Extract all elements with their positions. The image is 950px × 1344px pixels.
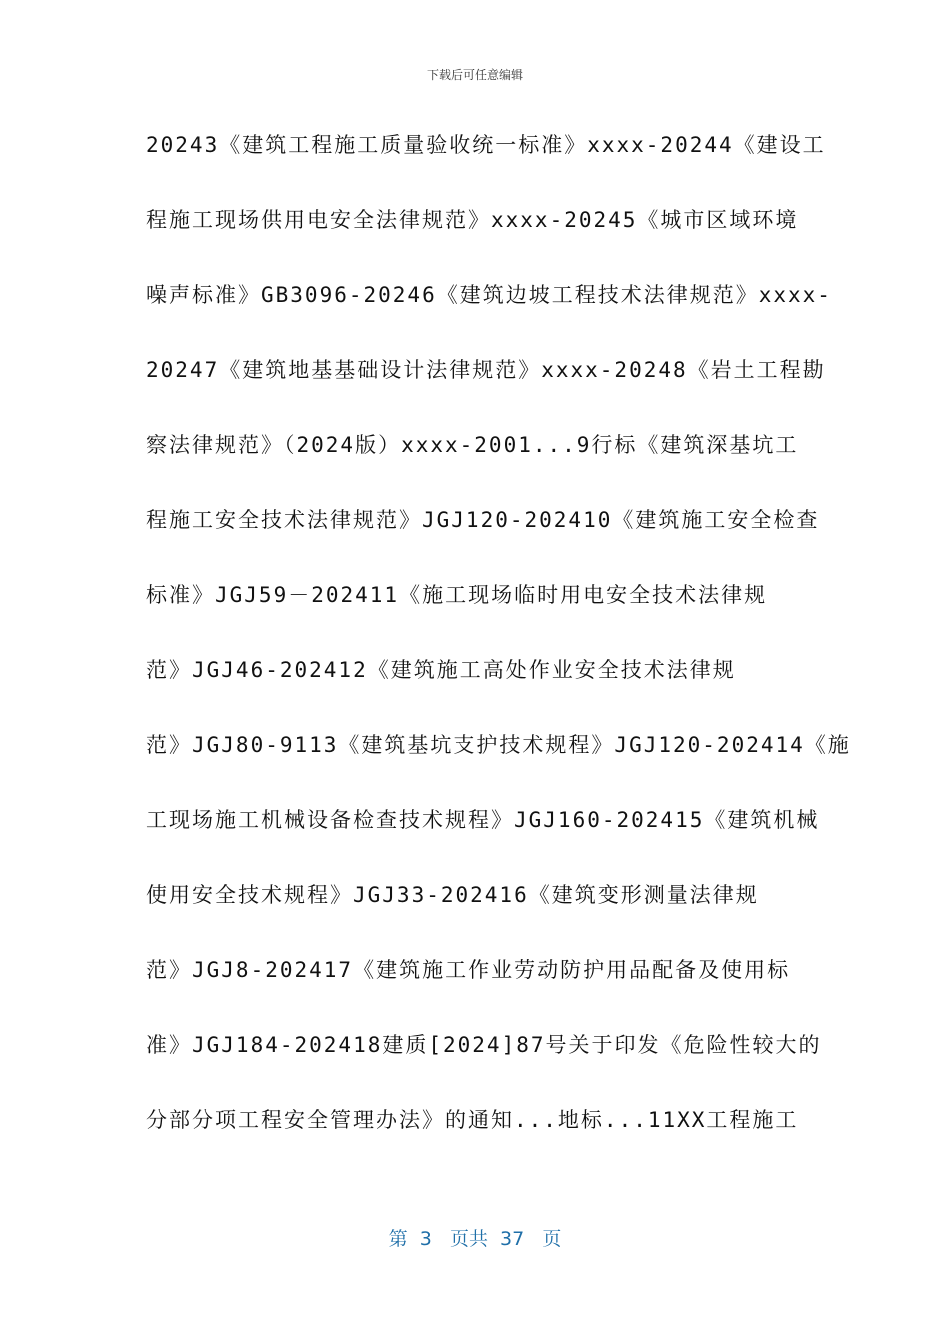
- text-line: 范》JGJ46-202412《建筑施工高处作业安全技术法律规: [146, 658, 736, 682]
- document-body: [146, 120, 851, 1170]
- text-line: 准》JGJ184-202418建质[2024]87号关于印发《危险性较大的: [146, 1033, 822, 1057]
- text-line: 20243《建筑工程施工质量验收统一标准》xxxx-20244《建设工: [146, 133, 826, 157]
- page-header-note: 下载后可任意编辑: [426, 68, 523, 82]
- text-line: 噪声标准》GB3096-20246《建筑边坡工程技术法律规范》xxxx-: [146, 283, 832, 307]
- text-line: 使用安全技术规程》JGJ33-202416《建筑变形测量法律规: [146, 883, 759, 907]
- text-line: 标准》JGJ59－202411《施工现场临时用电安全技术法律规: [146, 583, 768, 607]
- text-line: 程施工现场供用电安全法律规范》xxxx-20245《城市区域环境: [146, 208, 799, 232]
- text-line: 20247《建筑地基基础设计法律规范》xxxx-20248《岩土工程勘: [146, 358, 826, 382]
- text-line: 范》JGJ8-202417《建筑施工作业劳动防护用品配备及使用标: [146, 958, 791, 982]
- text-line: 察法律规范》（2024版）xxxx-2001...9行标《建筑深基坑工: [146, 433, 799, 457]
- text-line: 工现场施工机械设备检查技术规程》JGJ160-202415《建筑机械: [146, 808, 820, 832]
- text-line: 范》JGJ80-9113《建筑基坑支护技术规程》JGJ120-202414《施: [146, 733, 851, 757]
- text-line: 程施工安全技术法律规范》JGJ120-202410《建筑施工安全检查: [146, 508, 820, 532]
- text-line: 分部分项工程安全管理办法》的通知...地标...11XX工程施工: [146, 1108, 799, 1132]
- page-number-footer: 第 3 页共 37 页: [388, 1228, 562, 1250]
